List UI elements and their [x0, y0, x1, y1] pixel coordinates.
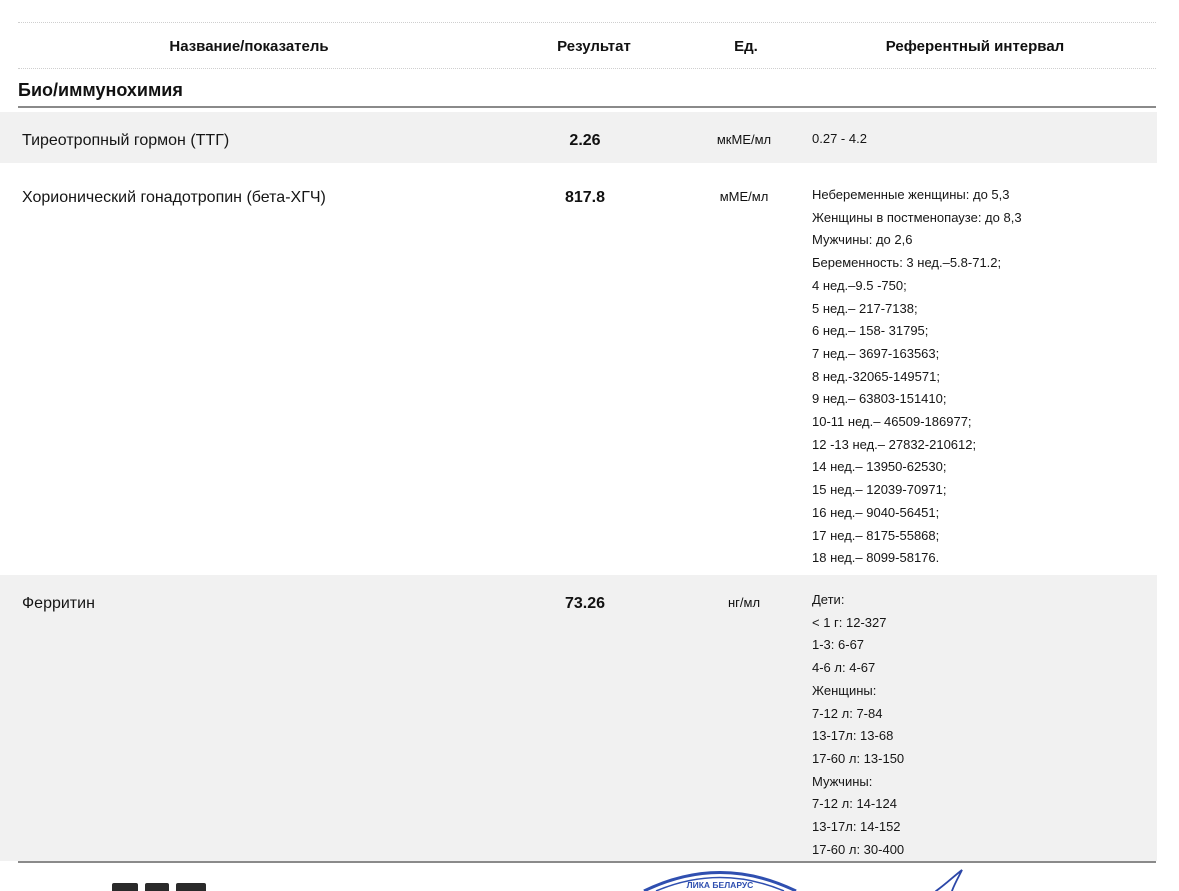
reference-line: 17-60 л: 30-400 [812, 841, 905, 857]
table-row-ferritin [0, 575, 1157, 861]
reference-line: Беременность: 3 нед.–5.8-71.2; [812, 255, 1002, 271]
reference-line: 12 -13 нед.– 27832-210612; [812, 436, 977, 452]
stamp-text: ЛИКА БЕЛАРУС [686, 880, 754, 890]
reference-line: 1-3: 6-67 [812, 637, 865, 653]
header-dotted-rule [18, 68, 1156, 69]
reference-line: Мужчины: [812, 773, 873, 789]
header-name: Название/показатель [169, 38, 329, 55]
row-name: Хорионический гонадотропин (бета-ХГЧ) [22, 189, 326, 206]
top-dotted-rule [18, 22, 1156, 23]
table-row-hcg [0, 163, 1157, 575]
reference-line: Небеременные женщины: до 5,3 [812, 187, 1010, 202]
clinic-logo-fragment [112, 882, 236, 891]
reference-line: 0.27 - 4.2 [812, 131, 867, 146]
reference-line: Мужчины: до 2,6 [812, 232, 913, 248]
reference-line: 7-12 л: 14-124 [812, 796, 897, 812]
reference-line: 18 нед.– 8099-58176. [812, 550, 940, 566]
reference-line: 9 нед.– 63803-151410; [812, 391, 947, 407]
reference-line: 5 нед.– 217-7138; [812, 300, 918, 316]
reference-line: 17-60 л: 13-150 [812, 750, 905, 766]
row-name: Тиреотропный гормон (ТТГ) [22, 132, 230, 149]
reference-line: 7-12 л: 7-84 [812, 705, 883, 721]
reference-line: 8 нед.-32065-149571; [812, 368, 940, 384]
header-reference: Референтный интервал [885, 38, 1065, 55]
row-unit: нг/мл [727, 595, 761, 610]
reference-line: Дети: [812, 592, 845, 607]
header-unit: Ед. [734, 38, 758, 55]
row-reference [812, 184, 1022, 570]
table-bottom-rule [18, 861, 1156, 863]
signature-stroke [936, 870, 962, 891]
reference-line: 10-11 нед.– 46509-186977; [812, 414, 972, 430]
section-divider [18, 106, 1156, 108]
table-row-tsh [0, 112, 1157, 163]
reference-line: 17 нед.– 8175-55868; [812, 527, 940, 543]
row-result: 73.26 [564, 595, 606, 612]
row-reference [812, 128, 867, 151]
row-unit: мМЕ/мл [719, 189, 769, 204]
reference-line: 16 нед.– 9040-56451; [812, 504, 940, 520]
reference-line: 7 нед.– 3697-163563; [812, 345, 940, 361]
reference-line: Женщины: [812, 682, 877, 698]
signature-fragment [930, 868, 980, 891]
reference-line: 14 нед.– 13950-62530; [812, 459, 947, 475]
row-result: 2.26 [569, 132, 601, 149]
reference-line: 4 нед.–9.5 -750; [812, 277, 907, 293]
row-name: Ферритин [22, 595, 95, 612]
reference-line: 15 нед.– 12039-70971; [812, 482, 947, 498]
reference-line: Женщины в постменопаузе: до 8,3 [812, 209, 1022, 225]
section-title: Био/иммунохимия [18, 80, 183, 100]
reference-line: < 1 г: 12-327 [812, 614, 887, 630]
row-unit: мкМЕ/мл [716, 132, 772, 147]
reference-line: 13-17л: 14-152 [812, 819, 901, 835]
row-reference [812, 589, 904, 861]
reference-line: 6 нед.– 158- 31795; [812, 323, 929, 339]
row-result: 817.8 [564, 189, 606, 206]
reference-line: 13-17л: 13-68 [812, 728, 894, 744]
reference-line: 4-6 л: 4-67 [812, 660, 876, 676]
header-result: Результат [557, 38, 631, 55]
stamp-fragment [640, 868, 800, 891]
